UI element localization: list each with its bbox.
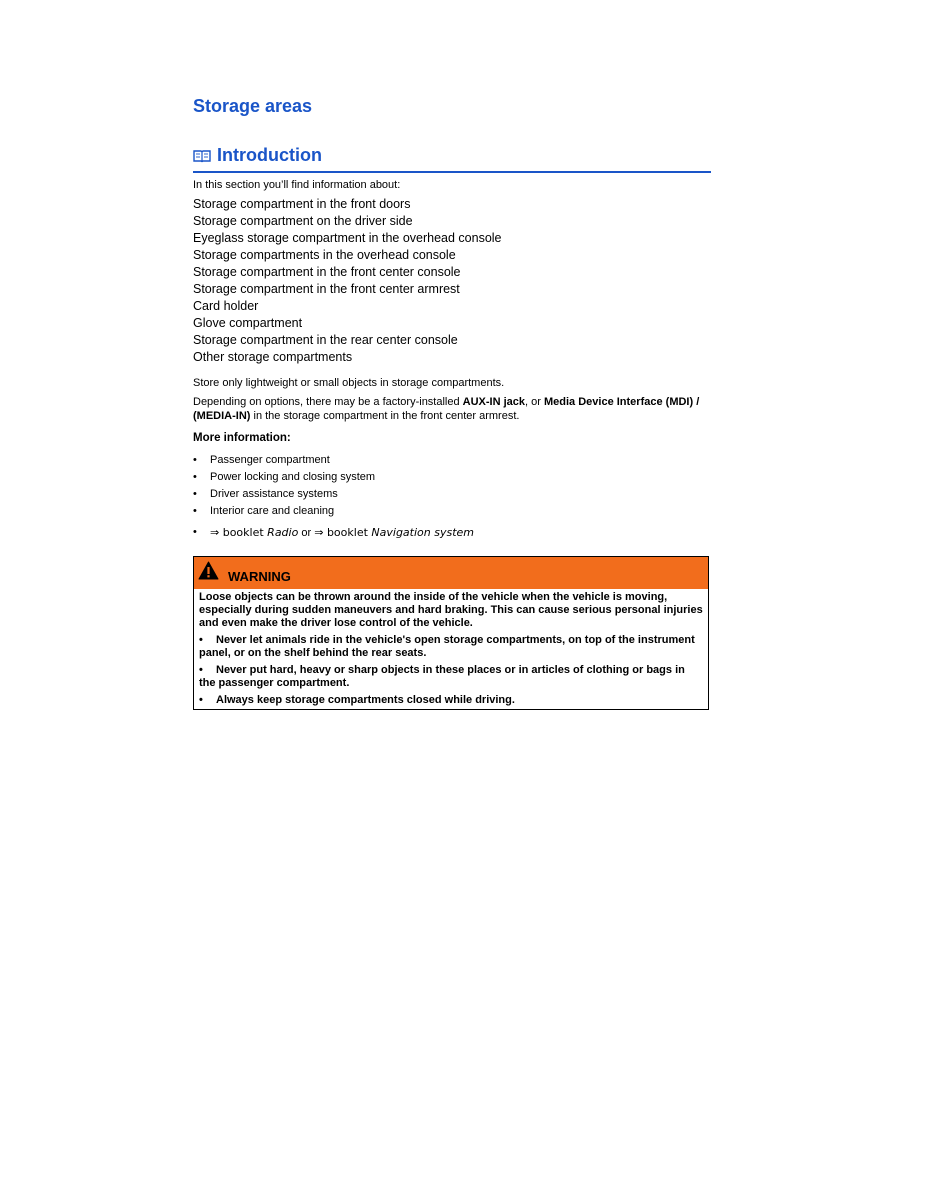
- more-info-label: Passenger compartment: [210, 454, 330, 466]
- warning-item: [199, 664, 703, 690]
- warning-intro: Loose objects can be thrown around the inside of the vehicle when the vehicle is moving, especially during sudden maneuvers and hard braking. This can cause serious personal injuries and even make the driver lose control of the vehicle.: [199, 591, 703, 629]
- bullet: •: [199, 664, 203, 676]
- list-item[interactable]: Storage compartments in the overhead console: [193, 248, 456, 262]
- bullet: •: [199, 694, 203, 706]
- paragraph-text: in the storage compartment in the front center armrest.: [250, 409, 520, 422]
- paragraph-text: Depending on options, there may be a factory-installed: [193, 396, 463, 408]
- warning-item: [199, 694, 703, 707]
- storage-note: Store only lightweight or small objects in storage compartments.: [193, 377, 505, 389]
- section-header: [193, 145, 711, 173]
- section-title: Introduction: [217, 145, 322, 165]
- warning-box: [193, 556, 709, 710]
- bullet: •: [193, 454, 197, 466]
- bullet: •: [199, 634, 203, 646]
- topic-list: [193, 196, 502, 366]
- more-info-item[interactable]: [193, 469, 474, 486]
- warning-label: WARNING: [228, 569, 291, 584]
- navigation-booklet-link[interactable]: Navigation system: [371, 526, 474, 539]
- paragraph-text: , or: [525, 396, 544, 408]
- booklet-link-prefix: ⇒ booklet: [314, 526, 372, 539]
- list-item[interactable]: Storage compartment in the front center console: [193, 265, 461, 279]
- more-info-label: Power locking and closing system: [210, 471, 376, 483]
- mdi-term: Media Device Interface (MDI) / (MEDIA-IN): [193, 396, 700, 422]
- warning-item: [199, 634, 703, 660]
- bullet: •: [193, 488, 197, 500]
- options-paragraph: [193, 396, 711, 423]
- warning-item-text: Never let animals ride in the vehicle's open storage compartments, on top of the instrument panel, or on the shelf behind the rear seats.: [199, 634, 695, 659]
- warning-header: [194, 557, 708, 589]
- warning-body: [194, 589, 708, 707]
- list-item[interactable]: Other storage compartments: [193, 350, 353, 364]
- list-item[interactable]: Storage compartment in the rear center console: [193, 333, 458, 347]
- more-info-item[interactable]: [193, 486, 474, 503]
- book-icon: [193, 149, 211, 163]
- more-info-item[interactable]: [193, 503, 474, 520]
- bullet: •: [193, 471, 197, 483]
- list-item[interactable]: Storage compartment on the driver side: [193, 214, 413, 228]
- more-info-label: Interior care and cleaning: [210, 505, 335, 517]
- booklet-link-prefix: ⇒ booklet: [210, 526, 268, 539]
- radio-booklet-link[interactable]: Radio: [267, 526, 299, 539]
- warning-triangle-icon: [198, 561, 219, 580]
- list-item[interactable]: Storage compartment in the front doors: [193, 197, 411, 211]
- more-info-heading: More information:: [193, 432, 291, 444]
- warning-item-text: Always keep storage compartments closed while driving.: [216, 694, 515, 706]
- list-item[interactable]: Eyeglass storage compartment in the overhead console: [193, 231, 502, 245]
- aux-in-term: AUX-IN jack: [462, 396, 526, 408]
- list-item[interactable]: Card holder: [193, 299, 259, 313]
- more-info-item[interactable]: [193, 452, 474, 469]
- more-info-label: Driver assistance systems: [210, 488, 338, 500]
- warning-item-text: Never put hard, heavy or sharp objects in these places or in articles of clothing or bags in the passenger compartment.: [199, 664, 685, 689]
- intro-text: In this section you’ll find information about:: [193, 179, 401, 191]
- booklet-reference-item[interactable]: [193, 524, 474, 541]
- bullet: •: [193, 505, 197, 517]
- more-info-list: [193, 452, 474, 541]
- or-text: or: [298, 527, 315, 539]
- chapter-title: Storage areas: [193, 96, 313, 116]
- list-item[interactable]: Glove compartment: [193, 316, 303, 330]
- bullet: •: [193, 526, 197, 538]
- list-item[interactable]: Storage compartment in the front center armrest: [193, 282, 460, 296]
